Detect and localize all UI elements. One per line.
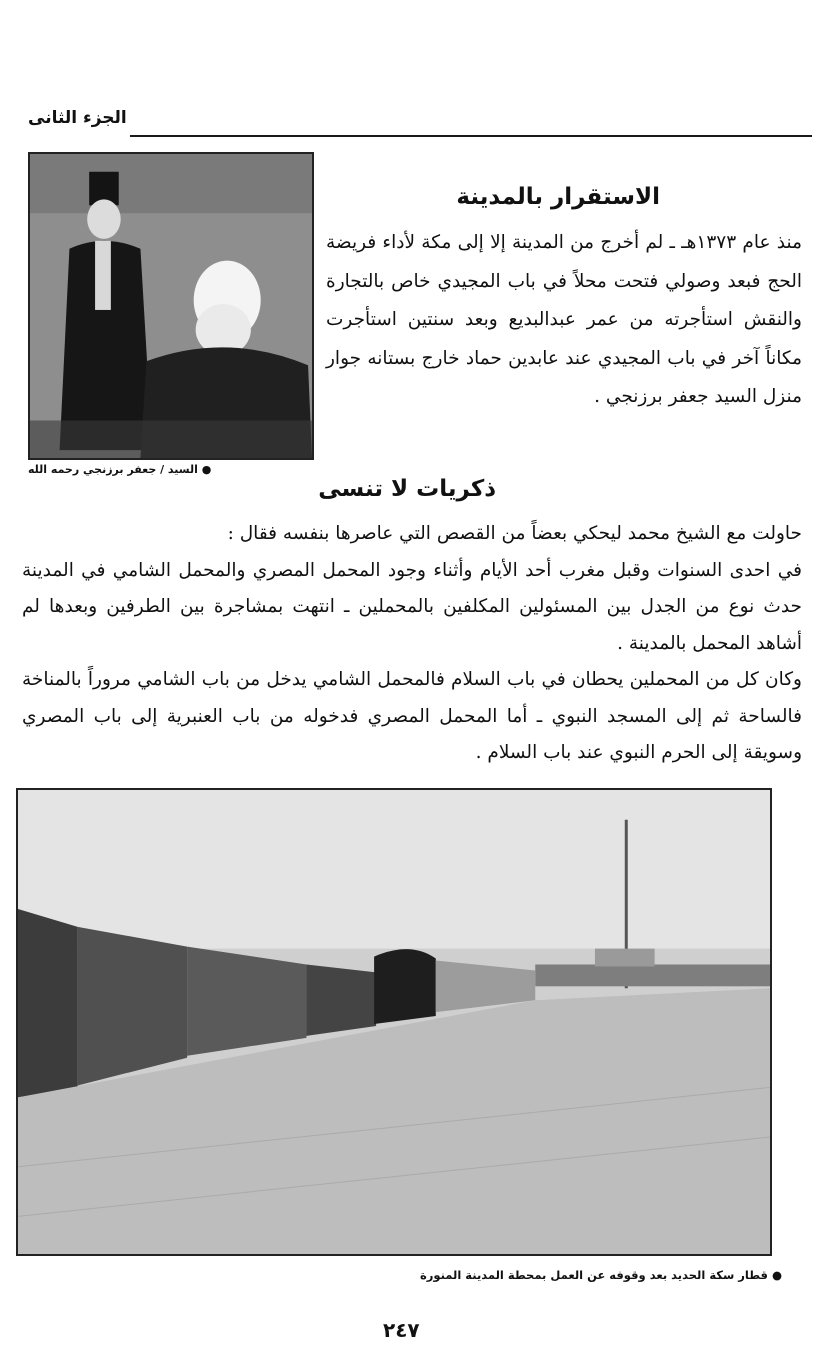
settlement-paragraph: منذ عام ١٣٧٣هـ ـ لم أخرج من المدينة إلا إلى مكة لأداء فريضة الحج فبعد وصولي فتحت محلاً في باب المجيدي خاص بالتجارة والنقش استأجرته من عمر عبدالبديع وبعد سنتين استأجرت مكاناً آخر في باب المجيدي عند عابدين حماد خارج بستانه جوار منزل السيد جعفر برزنجي . [326,232,803,407]
memories-paragraph: وكان كل من المحملين يحطان في باب السلام فالمحمل الشامي يدخل من باب الشامي مروراً بالمناخة فالساحة ثم إلى المسجد النبوي ـ أما المحمل المصري فدخوله من باب العنبرية إلى باب المصري وسويقة إلى الحرم النبوي عند باب السلام . [22,669,802,763]
running-head: الجزء الثانى [28,108,127,128]
section-heading-settlement: الاستقرار بالمدينة [456,184,660,210]
portrait-caption: ● السيد / جعفر برزنجي رحمه الله [28,463,212,476]
train-photo-caption: ● قطار سكة الحديد بعد وقوفه عن العمل بمحطة المدينة المنورة [419,1268,782,1282]
header-rule [130,135,812,137]
memories-paragraph: حاولت مع الشيخ محمد ليحكي بعضاً من القصص التي عاصرها بنفسه فقال : [227,523,802,544]
page-number: ٢٤٧ [383,1318,420,1342]
train-photo [16,788,772,1256]
memories-text [22,516,802,772]
memories-paragraph: في احدى السنوات وقبل مغرب أحد الأيام وأثناء وجود المحمل المصري والمحمل الشامي في المدينة حدث نوع من الجدل بين المسئولين المكلفين بالمحملين ـ انتهت بمشاجرة بين الطرفين وبعدها لم أشاهد المحمل بالمدينة . [22,559,802,654]
portrait-photo [28,152,314,460]
section-heading-memories: ذكريات لا تنسى [318,476,496,502]
